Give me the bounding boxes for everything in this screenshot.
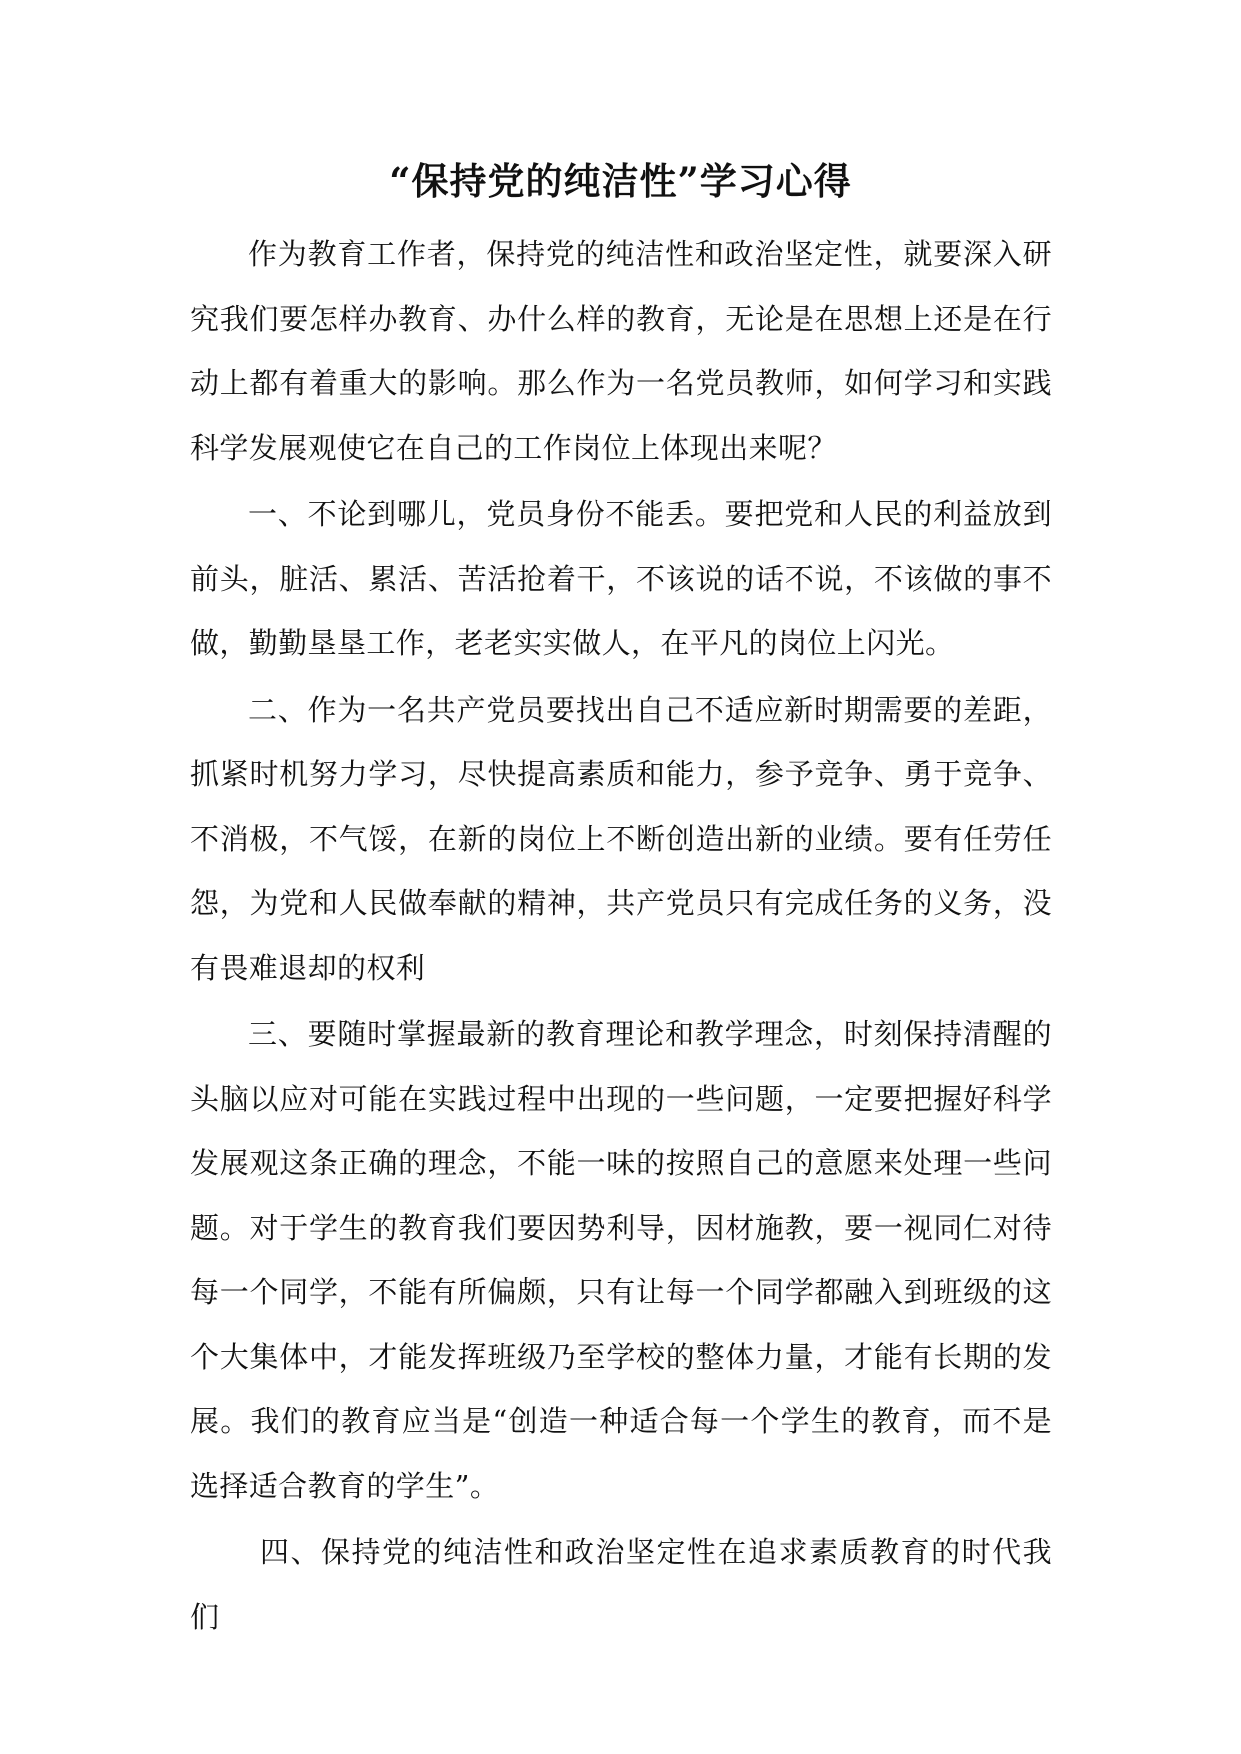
paragraph-point-1: 一、不论到哪儿，党员身份不能丢。要把党和人民的利益放到前头，脏活、累活、苦活抢着干，不该说的话不说，不该做的事不做，勤勤垦垦工作，老老实实做人，在平凡的岗位上闪光。	[190, 497, 1052, 660]
paragraph-point-2: 二、作为一名共产党员要找出自己不适应新时期需要的差距，抓紧时机努力学习，尽快提高素质和能力，参予竞争、勇于竞争、不消极，不气馁，在新的岗位上不断创造出新的业绩。要有任劳任怨，为党和人民做奉献的精神，共产党员只有完成任务的义务，没有畏难退却的权利	[190, 692, 1052, 985]
document-title: “保持党的纯洁性”学习心得	[389, 159, 852, 203]
document-body	[190, 222, 1052, 1649]
paragraph-point-3: 三、要随时掌握最新的教育理论和教学理念，时刻保持清醒的头脑以应对可能在实践过程中出现的一些问题，一定要把握好科学发展观这条正确的理念，不能一味的按照自己的意愿来处理一些问题。对于学生的教育我们要因势利导，因材施教，要一视同仁对待每一个同学，不能有所偏颇，只有让每一个同学都融入到班级的这个大集体中，才能发挥班级乃至学校的整体力量，才能有长期的发展。我们的教育应当是“创造一种适合每一个学生的教育，而不是选择适合教育的学生”。	[190, 1017, 1052, 1503]
paragraph-point-4: 四、保持党的纯洁性和政治坚定性在追求素质教育的时代我们	[190, 1535, 1052, 1634]
paragraph-intro: 作为教育工作者，保持党的纯洁性和政治坚定性，就要深入研究我们要怎样办教育、办什么样的教育，无论是在思想上还是在行动上都有着重大的影响。那么作为一名党员教师，如何学习和实践科学发展观使它在自己的工作岗位上体现出来呢？	[190, 237, 1052, 465]
